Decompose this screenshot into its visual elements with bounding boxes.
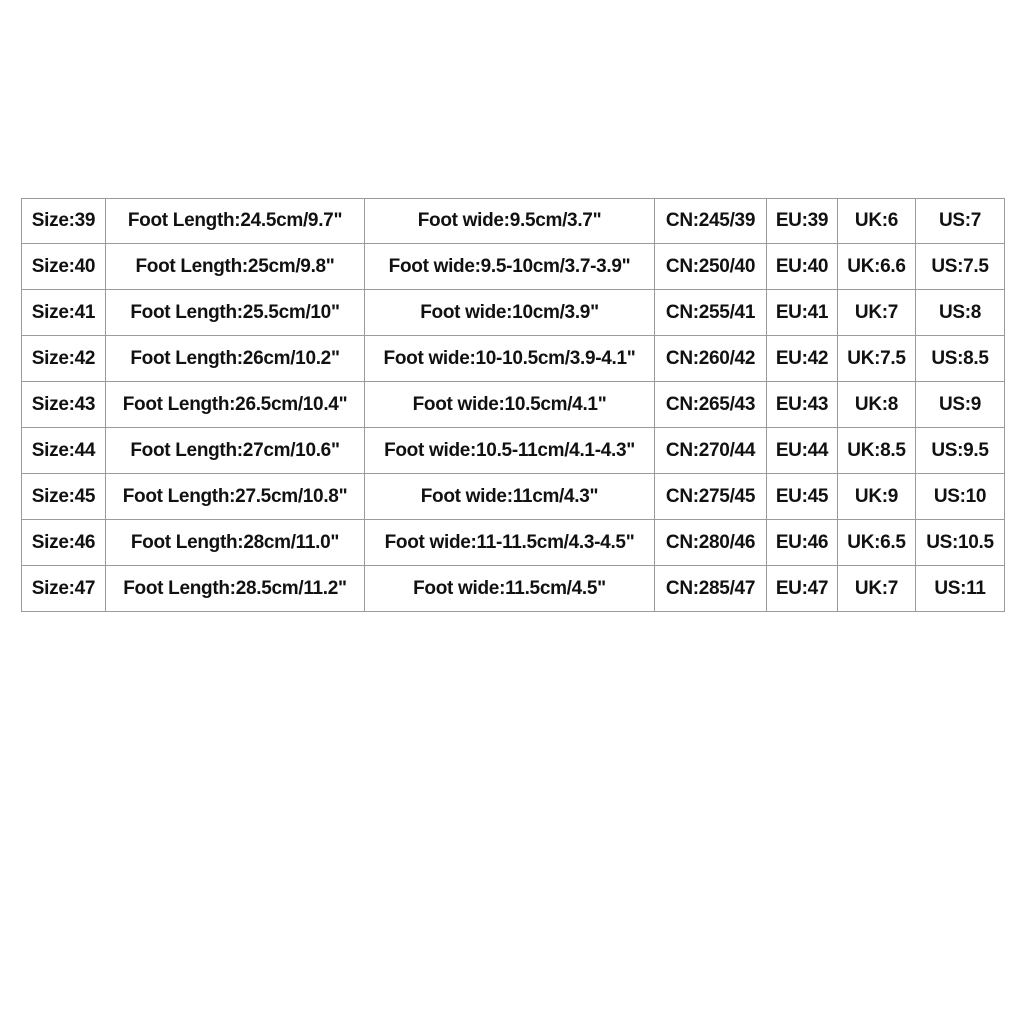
cn-size-cell: CN:285/47	[655, 566, 767, 612]
foot-width-cell: Foot wide:10-10.5cm/3.9-4.1"	[365, 336, 655, 382]
eu-size-cell: EU:43	[767, 382, 838, 428]
eu-size-cell: EU:42	[767, 336, 838, 382]
eu-size-cell: EU:41	[767, 290, 838, 336]
cn-size-cell: CN:270/44	[655, 428, 767, 474]
uk-size-cell: UK:6.6	[838, 244, 916, 290]
uk-size-cell: UK:6.5	[838, 520, 916, 566]
foot-length-cell: Foot Length:26.5cm/10.4"	[106, 382, 365, 428]
uk-size-cell: UK:9	[838, 474, 916, 520]
eu-size-cell: EU:45	[767, 474, 838, 520]
foot-width-cell: Foot wide:9.5cm/3.7"	[365, 199, 655, 244]
eu-size-cell: EU:44	[767, 428, 838, 474]
uk-size-cell: UK:8.5	[838, 428, 916, 474]
size-cell: Size:41	[22, 290, 106, 336]
uk-size-cell: UK:7	[838, 290, 916, 336]
us-size-cell: US:10.5	[916, 520, 1005, 566]
foot-length-cell: Foot Length:26cm/10.2"	[106, 336, 365, 382]
table-row	[22, 428, 1005, 474]
size-cell: Size:39	[22, 199, 106, 244]
foot-width-cell: Foot wide:10.5-11cm/4.1-4.3"	[365, 428, 655, 474]
us-size-cell: US:8	[916, 290, 1005, 336]
uk-size-cell: UK:8	[838, 382, 916, 428]
uk-size-cell: UK:7.5	[838, 336, 916, 382]
us-size-cell: US:7.5	[916, 244, 1005, 290]
size-cell: Size:46	[22, 520, 106, 566]
cn-size-cell: CN:255/41	[655, 290, 767, 336]
size-chart-body	[22, 199, 1005, 612]
us-size-cell: US:11	[916, 566, 1005, 612]
size-cell: Size:44	[22, 428, 106, 474]
table-row	[22, 199, 1005, 244]
foot-length-cell: Foot Length:25.5cm/10"	[106, 290, 365, 336]
foot-width-cell: Foot wide:11.5cm/4.5"	[365, 566, 655, 612]
foot-length-cell: Foot Length:28.5cm/11.2"	[106, 566, 365, 612]
cn-size-cell: CN:280/46	[655, 520, 767, 566]
table-row	[22, 520, 1005, 566]
eu-size-cell: EU:46	[767, 520, 838, 566]
foot-length-cell: Foot Length:24.5cm/9.7"	[106, 199, 365, 244]
foot-length-cell: Foot Length:27.5cm/10.8"	[106, 474, 365, 520]
size-cell: Size:40	[22, 244, 106, 290]
us-size-cell: US:10	[916, 474, 1005, 520]
us-size-cell: US:9.5	[916, 428, 1005, 474]
table-row	[22, 336, 1005, 382]
foot-width-cell: Foot wide:11-11.5cm/4.3-4.5"	[365, 520, 655, 566]
foot-width-cell: Foot wide:10cm/3.9"	[365, 290, 655, 336]
foot-width-cell: Foot wide:11cm/4.3"	[365, 474, 655, 520]
foot-length-cell: Foot Length:27cm/10.6"	[106, 428, 365, 474]
uk-size-cell: UK:6	[838, 199, 916, 244]
foot-length-cell: Foot Length:25cm/9.8"	[106, 244, 365, 290]
table-row	[22, 474, 1005, 520]
cn-size-cell: CN:250/40	[655, 244, 767, 290]
cn-size-cell: CN:275/45	[655, 474, 767, 520]
size-cell: Size:42	[22, 336, 106, 382]
table-row	[22, 566, 1005, 612]
cn-size-cell: CN:265/43	[655, 382, 767, 428]
us-size-cell: US:9	[916, 382, 1005, 428]
size-cell: Size:43	[22, 382, 106, 428]
foot-length-cell: Foot Length:28cm/11.0"	[106, 520, 365, 566]
eu-size-cell: EU:47	[767, 566, 838, 612]
size-chart-table	[21, 198, 1005, 612]
foot-width-cell: Foot wide:9.5-10cm/3.7-3.9"	[365, 244, 655, 290]
cn-size-cell: CN:260/42	[655, 336, 767, 382]
foot-width-cell: Foot wide:10.5cm/4.1"	[365, 382, 655, 428]
uk-size-cell: UK:7	[838, 566, 916, 612]
us-size-cell: US:7	[916, 199, 1005, 244]
table-row	[22, 290, 1005, 336]
size-cell: Size:45	[22, 474, 106, 520]
us-size-cell: US:8.5	[916, 336, 1005, 382]
cn-size-cell: CN:245/39	[655, 199, 767, 244]
table-row	[22, 382, 1005, 428]
table-row	[22, 244, 1005, 290]
eu-size-cell: EU:39	[767, 199, 838, 244]
size-cell: Size:47	[22, 566, 106, 612]
eu-size-cell: EU:40	[767, 244, 838, 290]
